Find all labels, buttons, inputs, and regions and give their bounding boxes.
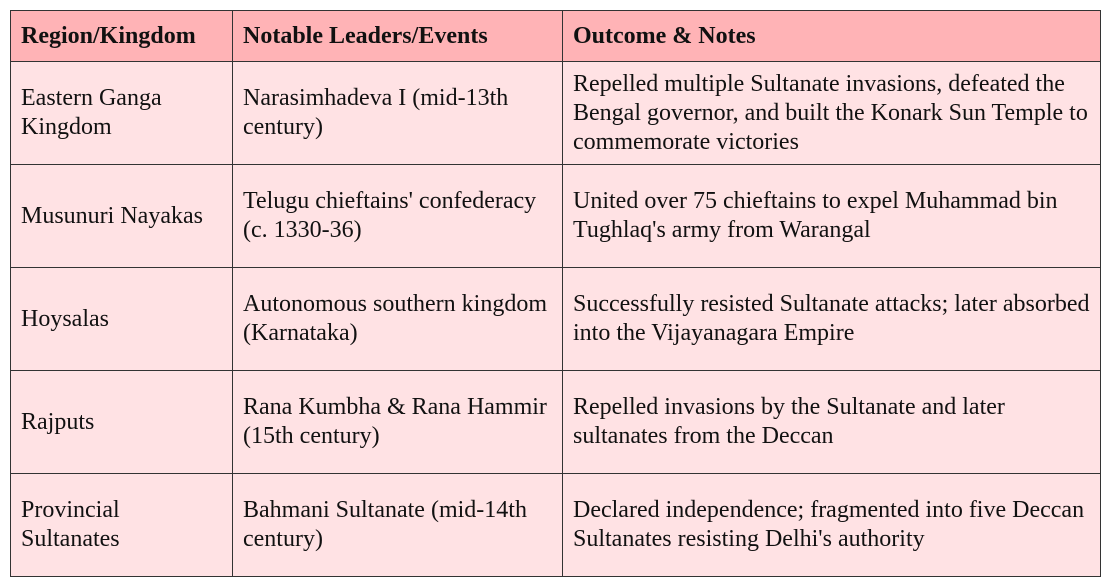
cell-region: Provincial Sultanates [11,474,233,577]
cell-region: Rajputs [11,371,233,474]
cell-outcome: Repelled multiple Sultanate invasions, defeated the Bengal governor, and built the Konark Sun Temple to commemorate victories [563,62,1101,165]
kingdoms-table [10,10,1101,577]
cell-outcome: United over 75 chieftains to expel Muhammad bin Tughlaq's army from Warangal [563,165,1101,268]
table-row [11,165,1101,268]
cell-leaders: Rana Kumbha & Rana Hammir (15th century) [233,371,563,474]
cell-leaders: Bahmani Sultanate (mid-14th century) [233,474,563,577]
cell-outcome: Successfully resisted Sultanate attacks; later absorbed into the Vijayanagara Empire [563,268,1101,371]
table-row [11,474,1101,577]
cell-leaders: Autonomous southern kingdom (Karnataka) [233,268,563,371]
cell-leaders: Telugu chieftains' confederacy (c. 1330-36) [233,165,563,268]
cell-outcome: Repelled invasions by the Sultanate and later sultanates from the Deccan [563,371,1101,474]
table-row [11,62,1101,165]
cell-region: Musunuri Nayakas [11,165,233,268]
table-row [11,371,1101,474]
table-row [11,268,1101,371]
header-leaders: Notable Leaders/Events [233,11,563,62]
table-header-row [11,11,1101,62]
header-region: Region/Kingdom [11,11,233,62]
header-outcome: Outcome & Notes [563,11,1101,62]
cell-region: Eastern Ganga Kingdom [11,62,233,165]
cell-outcome: Declared independence; fragmented into five Deccan Sultanates resisting Delhi's authority [563,474,1101,577]
cell-leaders: Narasimhadeva I (mid-13th century) [233,62,563,165]
cell-region: Hoysalas [11,268,233,371]
table-container [10,10,1100,579]
